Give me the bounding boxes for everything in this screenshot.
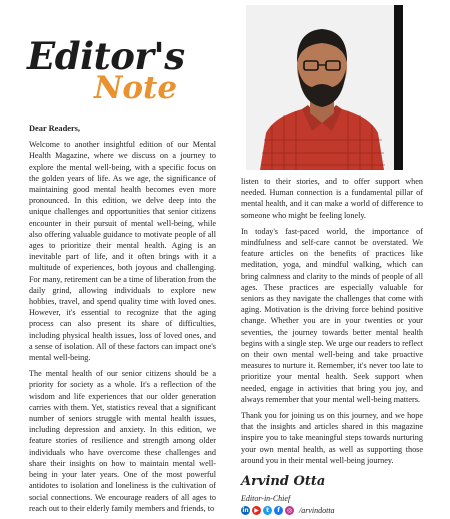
youtube-icon[interactable]: ▶ bbox=[252, 506, 261, 515]
page-title: Editor's bbox=[27, 34, 185, 78]
salutation: Dear Readers, bbox=[29, 124, 81, 133]
handwritten-signature: Arvind Otta bbox=[241, 474, 326, 489]
instagram-icon[interactable]: ◎ bbox=[286, 507, 293, 514]
social-links bbox=[241, 506, 335, 515]
paragraph: Thank you for joining us on this journey, and we hope that the insights and articles shared in this magazine inspire you to take meaningful steps towards nurturing your own mental health, as well as supporting those around you in their mental well-being journey. bbox=[241, 411, 423, 465]
editor-portrait bbox=[252, 5, 392, 170]
paragraph: listen to their stories, and to offer support when needed. Human connection is a fundamental pillar of mental health, and it can make a world of difference to someone who might be feeling lonely. bbox=[241, 177, 423, 220]
paragraph: In today's fast-paced world, the importance of mindfulness and self-care cannot be overstated. We feature articles on the benefits of practices like meditation, yoga, and mindful walking, which can bring calmness and clarity to the minds of people of all ages. These practices are especially valuable for seniors as they navigate the challenges that come with aging. Motivation is the driving force behind positive change. Whether you are in your twenties or your seventies, the journey towards better mental health begins with a single step. We urge our readers to reflect on their own mental well-being and take proactive measures to nurture it. Remember, it's never too late to prioritize your mental health. Seek support when needed, engage in activities that bring you joy, and always remember that your mental well-being matters. bbox=[241, 226, 423, 404]
twitter-icon[interactable]: t bbox=[263, 506, 272, 515]
paragraph: The mental health of our senior citizens should be a priority for society as a whole. It's a reflection of the wisdom and life experiences that our older generation carries with them. Yet, statistics reveal that a significant number of seniors struggle with mental health issues, including depression and anxiety. In this edition, we feature stories of resilience and strength among older individuals who have overcome these challenges and share their insights on how to maintain mental well-being in your later years. One of the most powerful antidotes to isolation and loneliness is the cultivation of social connections. We encourage readers of all ages to reach out to their elderly family members and friends, to bbox=[29, 369, 216, 513]
linkedin-icon[interactable]: in bbox=[242, 507, 249, 514]
paragraph: Welcome to another insightful edition of our Mental Health Magazine, where we discuss on a journey to explore the mental well-being, with a specific focus on the golden years of life. As we age, the significance of maintaining good mental health becomes even more pronounced. In this edition, we delve deep into the unique challenges and opportunities that senior citizens encounter in their pursuit of mental well-being, while also offering valuable guidance to motivate people of all ages to prioritize their mental health. Aging is an inevitable part of life, and it often brings with it a multitude of experiences, both joyous and challenging. For many, retirement can be a time of liberation from the daily grind, allowing individuals to explore new hobbies, travel, and spend quality time with loved ones. However, it's essential to recognize that the aging process can also present its share of difficulties, including physical health issues, loss of loved ones, and a sense of isolation. All of these factors can impact one's mental well-being. bbox=[29, 140, 216, 363]
social-handle[interactable]: /arvindotta bbox=[299, 506, 335, 515]
article-column-left bbox=[29, 123, 216, 519]
article-column-right bbox=[241, 176, 423, 471]
page-title-accent: Note bbox=[94, 70, 178, 106]
facebook-icon[interactable]: f bbox=[274, 506, 283, 515]
signature-role: Editor-in-Chief bbox=[241, 494, 291, 503]
decorative-black-bar bbox=[394, 5, 403, 170]
